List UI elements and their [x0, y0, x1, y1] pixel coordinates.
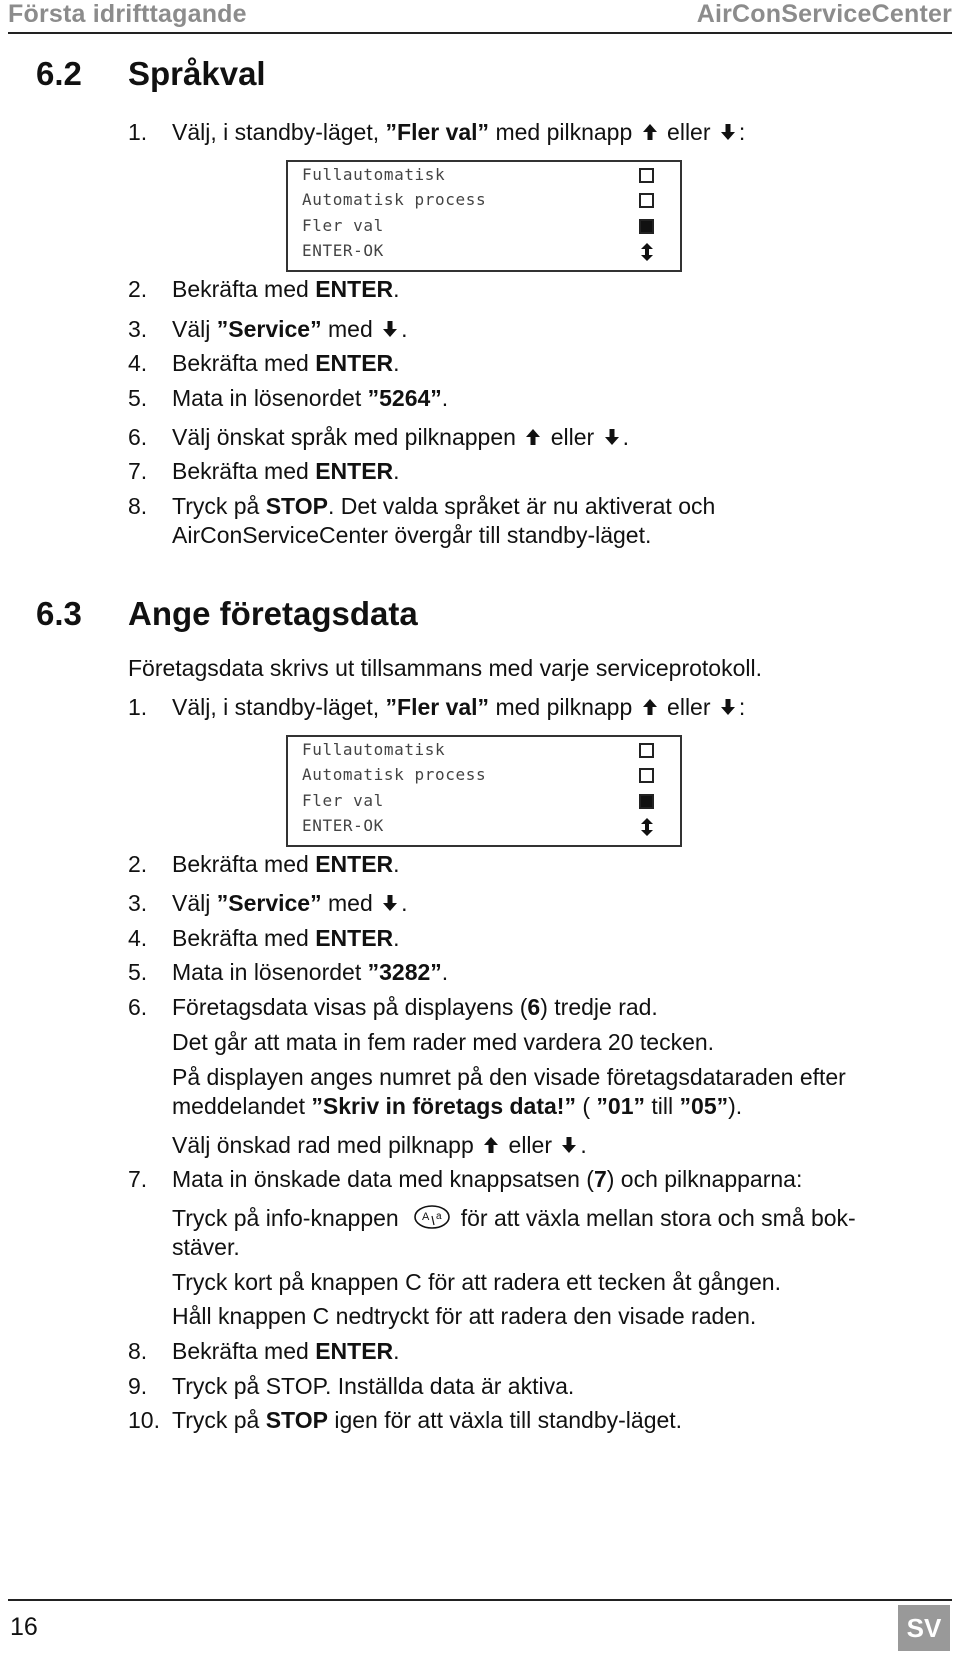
up-down-arrow-icon: [638, 817, 656, 837]
arrow-down-icon: [560, 1135, 578, 1155]
arrow-up-icon: [524, 427, 542, 447]
arrow-up-icon: [641, 697, 659, 717]
section-number: 6.3: [36, 595, 82, 632]
up-down-arrow-icon: [638, 242, 656, 262]
arrow-down-icon: [381, 893, 399, 913]
page-header: [8, 0, 952, 34]
footer-divider: [8, 1599, 952, 1601]
lcd-display: Fullautomatisk Automatisk process Fler val ENTER-OK: [286, 160, 682, 272]
section-title: Språkval: [128, 55, 266, 92]
section-number: 6.2: [36, 55, 82, 92]
arrow-down-icon: [381, 319, 399, 339]
page-number: 16: [10, 1613, 38, 1641]
arrow-up-icon: [482, 1135, 500, 1155]
arrow-down-icon: [719, 122, 737, 142]
arrow-down-icon: [603, 427, 621, 447]
checkbox-empty-icon: [639, 743, 654, 758]
section-title: Ange företagsdata: [128, 595, 418, 632]
info-key-icon: [413, 1204, 451, 1230]
checkbox-filled-icon: [639, 219, 654, 234]
arrow-down-icon: [719, 697, 737, 717]
checkbox-empty-icon: [639, 193, 654, 208]
header-product: AirConServiceCenter: [696, 0, 952, 28]
header-chapter: Första idrifttagande: [8, 0, 247, 28]
lcd-display: Fullautomatisk Automatisk process Fler val ENTER-OK: [286, 735, 682, 847]
checkbox-empty-icon: [639, 168, 654, 183]
svg-text:A: A: [421, 1211, 430, 1223]
checkbox-filled-icon: [639, 794, 654, 809]
svg-text:a: a: [435, 1211, 442, 1222]
language-badge: SV: [898, 1605, 950, 1651]
arrow-up-icon: [641, 122, 659, 142]
checkbox-empty-icon: [639, 768, 654, 783]
